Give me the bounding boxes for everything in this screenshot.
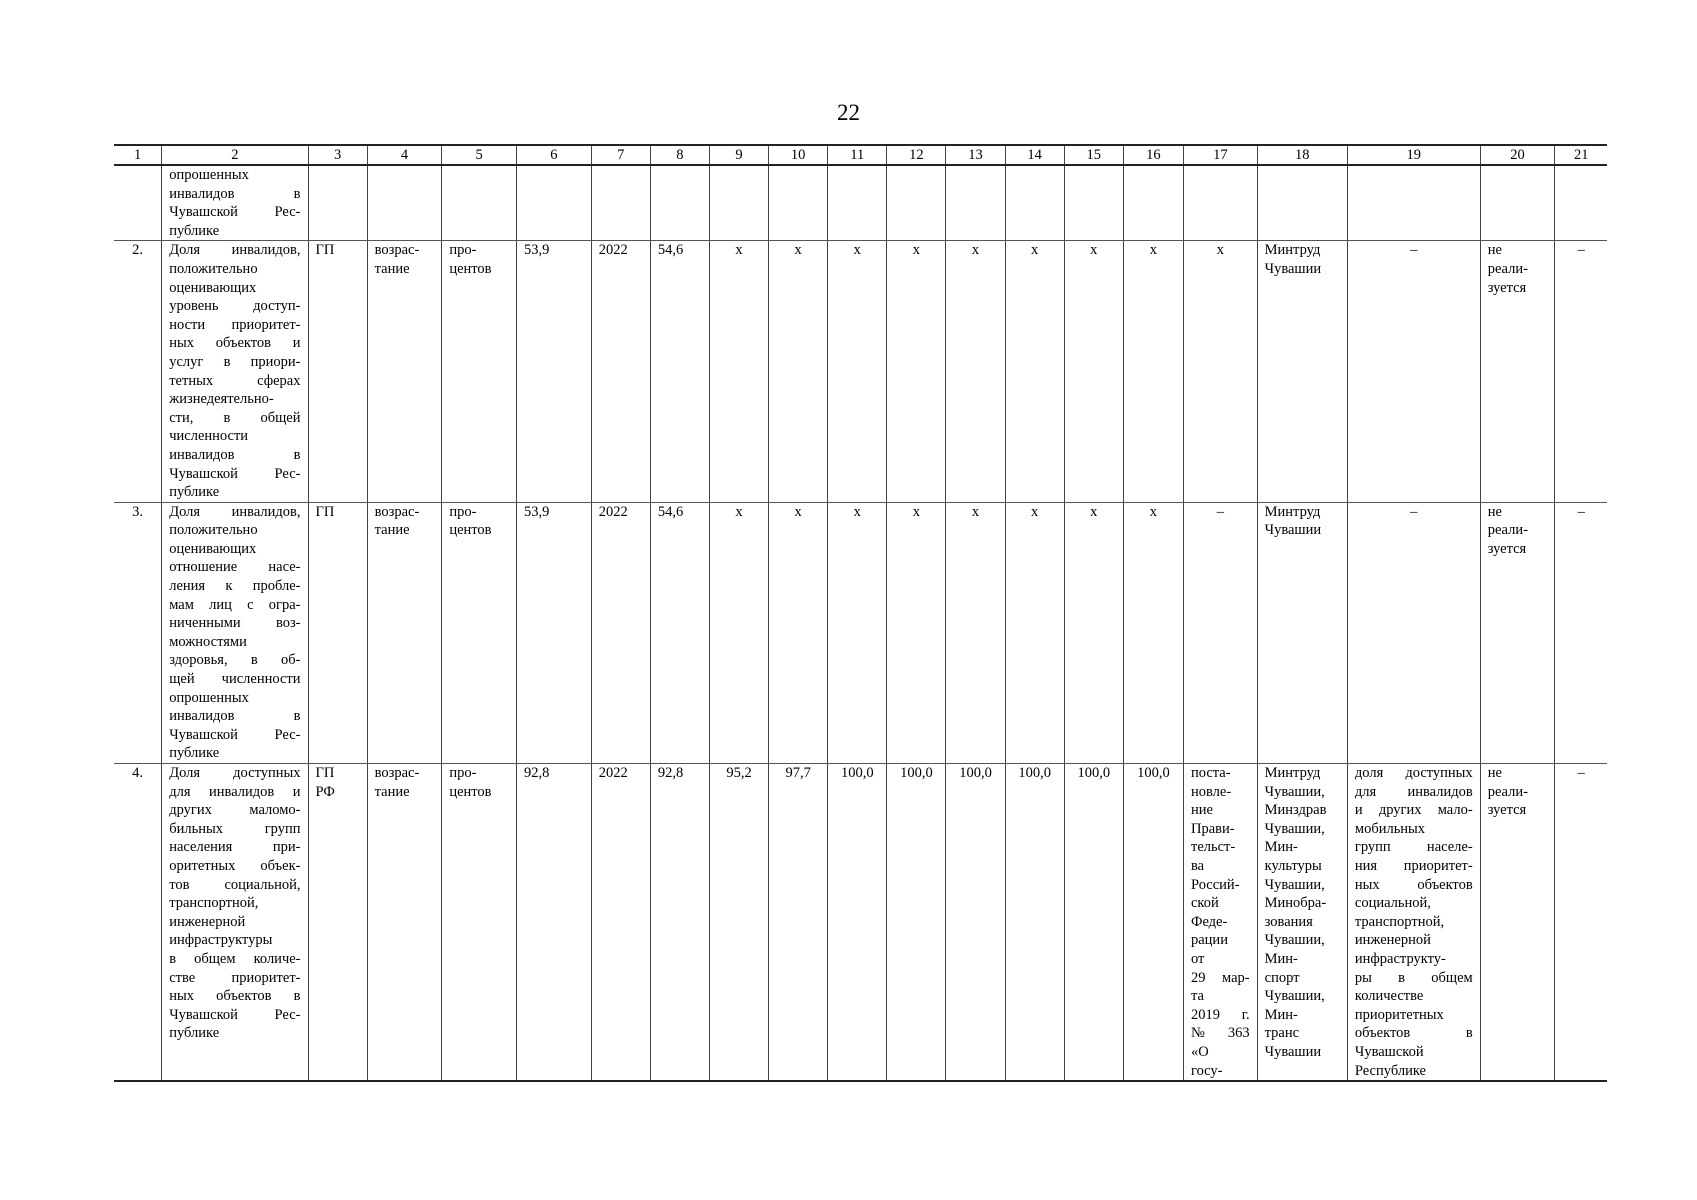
cell-line: – <box>1216 503 1224 520</box>
cell-line: про- <box>449 242 477 259</box>
page-number: 22 <box>837 100 860 125</box>
cell-line: не <box>1487 242 1502 259</box>
cell-line: зования <box>1264 913 1313 930</box>
implementation-status <box>1480 502 1555 763</box>
cell-line: Чувашской Рес- <box>169 1006 301 1023</box>
cell-line: Прави- <box>1190 820 1235 837</box>
cell-line: для инвалидов <box>1354 783 1473 800</box>
indicators-table <box>114 144 1607 1082</box>
row-number: 2. <box>114 241 162 502</box>
cell-line: «О <box>1190 1043 1209 1060</box>
column-number-16: 16 <box>1123 145 1183 165</box>
cell-line: Чувашии, <box>1264 876 1325 893</box>
column-number-6: 6 <box>517 145 592 165</box>
column-number-9: 9 <box>709 145 768 165</box>
value: х <box>769 502 828 763</box>
value: 100,0 <box>887 764 946 1082</box>
value: 100,0 <box>946 764 1005 1082</box>
trend-direction <box>367 502 442 763</box>
federal-indicator <box>1347 165 1480 241</box>
cell-line: реали- <box>1487 783 1528 800</box>
header-row <box>114 145 1607 165</box>
base-value: 53,9 <box>517 241 592 502</box>
cell-line: стве приоритет- <box>169 969 301 986</box>
column-number-2: 2 <box>162 145 308 165</box>
cell-line: отношение насе- <box>169 559 301 576</box>
cell-line: транспортной, <box>169 895 259 912</box>
cell-line: инвалидов в <box>169 446 301 463</box>
cell-line: тов социальной, <box>169 876 301 893</box>
cell-line: – <box>1410 503 1418 520</box>
cell-line: оценивающих <box>169 279 257 296</box>
cell-line: Доля инвалидов, <box>169 503 301 520</box>
cell-line: оценивающих <box>169 540 257 557</box>
value: х <box>828 502 887 763</box>
cell-line: в общем количе- <box>169 950 301 967</box>
cell-line: ние <box>1190 802 1213 819</box>
cell-line: Чувашии <box>1264 1043 1322 1060</box>
cell-line: инфраструктуры <box>169 932 273 949</box>
value: х <box>887 502 946 763</box>
cell-line: тание <box>374 260 410 277</box>
value: х <box>828 241 887 502</box>
base-year <box>591 165 650 241</box>
value <box>1005 165 1064 241</box>
cell-line: Чувашской <box>1354 1043 1424 1060</box>
cell-line: Феде- <box>1190 913 1228 930</box>
cell-line: публике <box>169 745 220 762</box>
cell-line: других маломо- <box>169 802 301 819</box>
column-number-5: 5 <box>442 145 517 165</box>
value-year: 92,8 <box>650 764 709 1082</box>
cell-line: публике <box>169 484 220 501</box>
value: х <box>1123 502 1183 763</box>
cell-line: ниченными воз- <box>169 615 301 632</box>
base-value: 92,8 <box>517 764 592 1082</box>
cell-line: зуется <box>1487 279 1527 296</box>
cell-line: поста- <box>1190 765 1231 781</box>
cell-line: приоритетных <box>1354 1006 1444 1023</box>
column-number-15: 15 <box>1064 145 1123 165</box>
cell-line: № 363 <box>1190 1025 1250 1042</box>
cell-line: Чувашской Рес- <box>169 204 301 221</box>
base-year: 2022 <box>591 502 650 763</box>
cell-line: населения при- <box>169 839 301 856</box>
cell-line: положительно <box>169 260 258 277</box>
cell-line: Чувашии, <box>1264 820 1325 837</box>
value <box>946 165 1005 241</box>
cell-line: х <box>1216 242 1224 259</box>
note <box>1555 165 1607 241</box>
cell-line: доля доступных <box>1354 765 1473 781</box>
cell-line: инженерной <box>169 913 246 930</box>
note: – <box>1555 502 1607 763</box>
cell-line: щей численности <box>169 671 301 688</box>
legal-basis <box>1183 764 1257 1082</box>
base-year: 2022 <box>591 241 650 502</box>
value: 100,0 <box>1005 764 1064 1082</box>
value: х <box>1005 241 1064 502</box>
cell-line: Россий- <box>1190 876 1240 893</box>
cell-line: зуется <box>1487 802 1527 819</box>
cell-line: – <box>1410 242 1418 259</box>
value <box>709 165 768 241</box>
cell-line: Чувашии <box>1264 522 1322 539</box>
cell-line: инвалидов в <box>169 185 301 202</box>
implementation-status <box>1480 165 1555 241</box>
column-number-21: 21 <box>1555 145 1607 165</box>
cell-line: возрас- <box>374 765 420 781</box>
cell-line: здоровья, в об- <box>169 652 301 669</box>
cell-line: сти, в общей <box>169 409 301 426</box>
value: 100,0 <box>1123 764 1183 1082</box>
table-row <box>114 241 1607 502</box>
note: – <box>1555 241 1607 502</box>
cell-line: мам лиц с огра- <box>169 596 301 613</box>
cell-line: ности приоритет- <box>169 316 301 333</box>
cell-line: положительно <box>169 522 258 539</box>
value: 100,0 <box>1064 764 1123 1082</box>
column-number-10: 10 <box>769 145 828 165</box>
cell-line: Мин- <box>1264 950 1298 967</box>
cell-line: ления к пробле- <box>169 578 301 595</box>
responsible-executor <box>1257 502 1347 763</box>
cell-line: Чувашской Рес- <box>169 465 301 482</box>
federal-indicator <box>1347 502 1480 763</box>
cell-line: реали- <box>1487 522 1528 539</box>
cell-line: РФ <box>315 783 335 800</box>
cell-line: публике <box>169 222 220 239</box>
base-value <box>517 165 592 241</box>
cell-line: ва <box>1190 857 1205 874</box>
cell-line: и других мало- <box>1354 802 1473 819</box>
table-row <box>114 502 1607 763</box>
cell-line: опрошенных <box>169 167 249 183</box>
indicator-source <box>308 502 367 763</box>
column-number-1: 1 <box>114 145 162 165</box>
indicator-name <box>162 241 308 502</box>
cell-line: инженерной <box>1354 932 1431 949</box>
cell-line: можностями <box>169 633 247 650</box>
row-number: 4. <box>114 764 162 1082</box>
trend-direction <box>367 764 442 1082</box>
cell-line: ГП <box>315 765 335 781</box>
cell-line: 2019 г. <box>1190 1006 1250 1023</box>
value <box>1123 165 1183 241</box>
cell-line: ГП <box>315 503 335 520</box>
cell-line: ния приоритет- <box>1354 857 1473 874</box>
indicator-source <box>308 241 367 502</box>
responsible-executor <box>1257 764 1347 1082</box>
cell-line: Минздрав <box>1264 802 1327 819</box>
indicator-name <box>162 764 308 1082</box>
responsible-executor <box>1257 165 1347 241</box>
cell-line: ных объектов <box>1354 876 1473 893</box>
unit-of-measure <box>442 764 517 1082</box>
cell-line: ГП <box>315 242 335 259</box>
cell-line: опрошенных <box>169 689 249 706</box>
cell-line: оритетных объек- <box>169 857 301 874</box>
cell-line: от <box>1190 950 1205 967</box>
cell-line: жизнедеятельно- <box>169 391 274 408</box>
value-year <box>650 165 709 241</box>
legal-basis <box>1183 165 1257 241</box>
cell-line: ры в общем <box>1354 969 1473 986</box>
cell-line: возрас- <box>374 503 420 520</box>
cell-line: культуры <box>1264 857 1322 874</box>
cell-line: зуется <box>1487 540 1527 557</box>
cell-line: центов <box>449 783 492 800</box>
cell-line: для инвалидов и <box>169 783 301 800</box>
cell-line: инфраструкту- <box>1354 950 1446 967</box>
value-year: 54,6 <box>650 502 709 763</box>
indicator-source <box>308 165 367 241</box>
legal-basis <box>1183 502 1257 763</box>
column-number-14: 14 <box>1005 145 1064 165</box>
cell-line: бильных групп <box>169 820 301 837</box>
column-number-11: 11 <box>828 145 887 165</box>
cell-line: тание <box>374 783 410 800</box>
cell-line: про- <box>449 503 477 520</box>
cell-line: центов <box>449 260 492 277</box>
value-year: 54,6 <box>650 241 709 502</box>
unit-of-measure <box>442 165 517 241</box>
cell-line: Чувашии <box>1264 260 1322 277</box>
cell-line: возрас- <box>374 242 420 259</box>
cell-line: центов <box>449 522 492 539</box>
value: х <box>769 241 828 502</box>
value <box>769 165 828 241</box>
cell-line: про- <box>449 765 477 781</box>
cell-line: тание <box>374 522 410 539</box>
cell-line: Чувашской Рес- <box>169 726 301 743</box>
cell-line: инвалидов в <box>169 708 301 725</box>
column-number-19: 19 <box>1347 145 1480 165</box>
indicator-name <box>162 165 308 241</box>
value <box>1064 165 1123 241</box>
row-number <box>114 165 162 241</box>
cell-line: Минтруд <box>1264 242 1321 259</box>
cell-line: Доля доступных <box>169 765 301 781</box>
cell-line: мобильных <box>1354 820 1426 837</box>
cell-line: объектов в <box>1354 1025 1473 1042</box>
federal-indicator <box>1347 241 1480 502</box>
base-year: 2022 <box>591 764 650 1082</box>
value: х <box>1064 241 1123 502</box>
cell-line: госу- <box>1190 1062 1223 1079</box>
cell-line: та <box>1190 988 1204 1005</box>
column-number-4: 4 <box>367 145 442 165</box>
cell-line: Мин- <box>1264 1006 1298 1023</box>
implementation-status <box>1480 241 1555 502</box>
cell-line: численности <box>169 428 249 445</box>
cell-line: количестве <box>1354 988 1424 1005</box>
cell-line: ных объектов и <box>169 335 301 352</box>
trend-direction <box>367 165 442 241</box>
value: х <box>1123 241 1183 502</box>
value: х <box>709 502 768 763</box>
unit-of-measure <box>442 502 517 763</box>
indicator-name <box>162 502 308 763</box>
column-number-20: 20 <box>1480 145 1555 165</box>
cell-line: новле- <box>1190 783 1232 800</box>
column-number-17: 17 <box>1183 145 1257 165</box>
column-number-7: 7 <box>591 145 650 165</box>
table-body <box>114 145 1607 1081</box>
cell-line: Минобра- <box>1264 895 1327 912</box>
indicator-source <box>308 764 367 1082</box>
cell-line: Доля инвалидов, <box>169 242 301 259</box>
value <box>828 165 887 241</box>
column-number-13: 13 <box>946 145 1005 165</box>
cell-line: публике <box>169 1025 220 1042</box>
responsible-executor <box>1257 241 1347 502</box>
column-number-3: 3 <box>308 145 367 165</box>
cell-line: ных объектов в <box>169 988 301 1005</box>
column-number-8: 8 <box>650 145 709 165</box>
value: х <box>1005 502 1064 763</box>
federal-indicator <box>1347 764 1480 1082</box>
cell-line: Республике <box>1354 1062 1426 1079</box>
cell-line: рации <box>1190 932 1228 949</box>
value <box>887 165 946 241</box>
row-number: 3. <box>114 502 162 763</box>
base-value: 53,9 <box>517 502 592 763</box>
cell-line: Минтруд <box>1264 765 1321 781</box>
value: 95,2 <box>709 764 768 1082</box>
value: 100,0 <box>828 764 887 1082</box>
value: х <box>946 502 1005 763</box>
trend-direction <box>367 241 442 502</box>
cell-line: Чувашии, <box>1264 783 1325 800</box>
cell-line: реали- <box>1487 260 1528 277</box>
table-row <box>114 165 1607 241</box>
cell-line: не <box>1487 765 1502 781</box>
table-row <box>114 764 1607 1082</box>
implementation-status <box>1480 764 1555 1082</box>
value: х <box>946 241 1005 502</box>
column-number-12: 12 <box>887 145 946 165</box>
note: – <box>1555 764 1607 1082</box>
cell-line: 29 мар- <box>1190 969 1250 986</box>
cell-line: тельст- <box>1190 839 1236 856</box>
cell-line: социальной, <box>1354 895 1431 912</box>
cell-line: спорт <box>1264 969 1300 986</box>
cell-line: групп населе- <box>1354 839 1473 856</box>
cell-line: Мин- <box>1264 839 1298 856</box>
unit-of-measure <box>442 241 517 502</box>
cell-line: тетных сферах <box>169 372 301 389</box>
value: х <box>887 241 946 502</box>
cell-line: уровень доступ- <box>169 298 301 315</box>
value: х <box>709 241 768 502</box>
cell-line: ской <box>1190 895 1219 912</box>
cell-line: не <box>1487 503 1502 520</box>
cell-line: Чувашии, <box>1264 932 1325 949</box>
column-number-18: 18 <box>1257 145 1347 165</box>
legal-basis <box>1183 241 1257 502</box>
cell-line: Чувашии, <box>1264 988 1325 1005</box>
cell-line: Минтруд <box>1264 503 1321 520</box>
value: х <box>1064 502 1123 763</box>
cell-line: услуг в приори- <box>169 353 301 370</box>
cell-line: транспортной, <box>1354 913 1445 930</box>
cell-line: транс <box>1264 1025 1300 1042</box>
value: 97,7 <box>769 764 828 1082</box>
